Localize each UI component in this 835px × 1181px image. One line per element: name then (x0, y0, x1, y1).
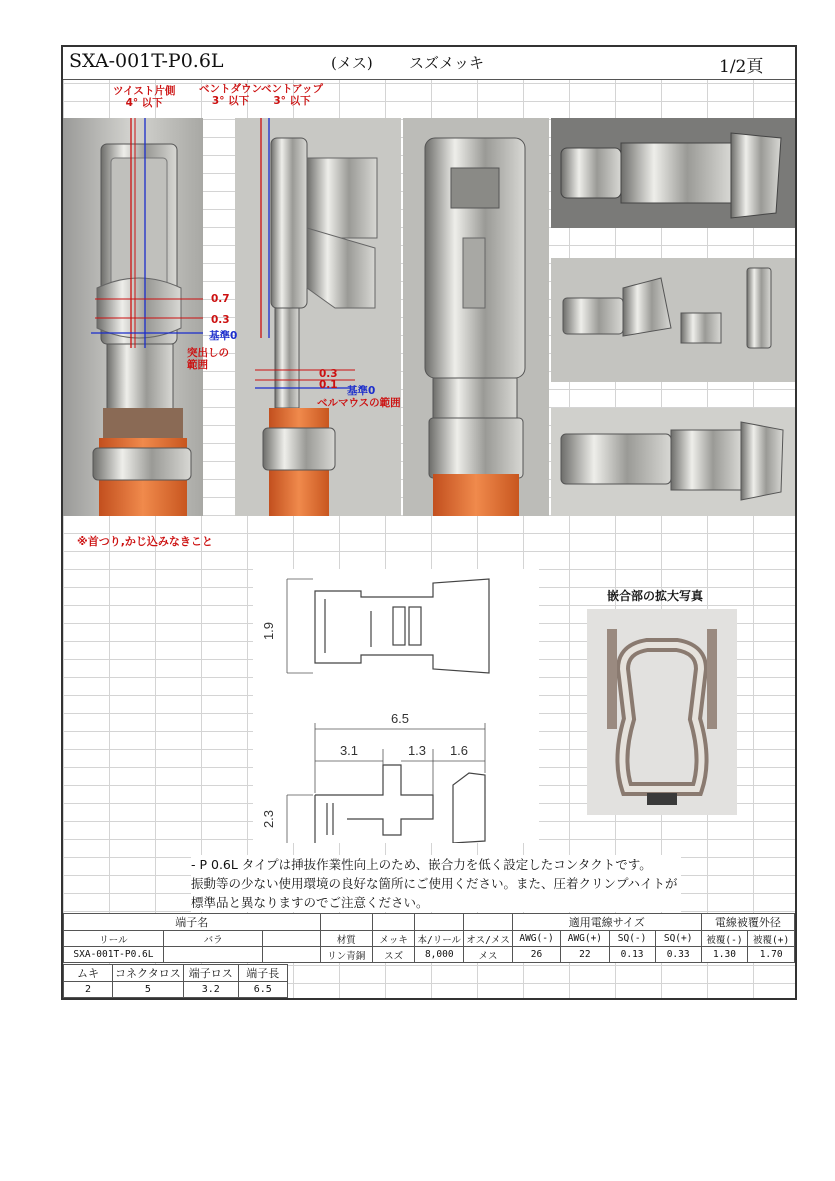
value-gender: メス (464, 947, 513, 963)
strip-value-row (64, 982, 288, 998)
dim-01-label: 0.1 (319, 379, 338, 391)
header-sq-max: SQ(+) (655, 931, 701, 947)
bend-down-value: 3° 以下 (211, 95, 250, 107)
terminal-bottom-photo (403, 118, 549, 516)
bend-up-label (261, 83, 323, 107)
value-sq-min: 0.13 (609, 947, 655, 963)
dim-length: 6.5 (390, 711, 410, 726)
header-ins-min: 被覆(-) (701, 931, 748, 947)
top-view-outline (315, 579, 489, 673)
header-empty (263, 931, 320, 947)
header-awg-max: AWG(+) (561, 931, 609, 947)
note-line-1: - P 0.6L タイプは挿抜作業性向上のため、嵌合力を低く設定したコンタクトです。 (191, 857, 652, 872)
dim-height-top: 1.9 (261, 621, 276, 641)
group-wire-size: 適用電線サイズ (512, 914, 701, 931)
terminal-side-photo (235, 118, 401, 516)
header-material: 材質 (320, 931, 372, 947)
dim-b: 1.3 (407, 743, 427, 758)
title-bar (63, 47, 795, 80)
header-connector-loss: コネクタロス (113, 965, 184, 982)
spec-sheet (61, 45, 797, 1000)
twist-label (113, 85, 175, 109)
note-line-2: 振動等の少ない使用環境の良好な箇所にご使用ください。また、圧着クリンプハイトが (191, 876, 678, 891)
spec-value-row (64, 947, 795, 963)
value-connector-loss: 5 (113, 982, 184, 998)
part-number-title: SXA-001T-P0.6L (69, 50, 224, 72)
header-gender: オス/メス (464, 931, 513, 947)
spacer-3 (415, 914, 464, 931)
group-terminal-name: 端子名 (64, 914, 321, 931)
kijun-a-label: 基準0 (209, 330, 238, 342)
value-reel: SXA-001T-P0.6L (64, 947, 164, 963)
photo-iso-view (551, 258, 797, 382)
protrusion-text: 突出しの (187, 347, 229, 359)
page-number: 1/2頁 (719, 57, 764, 77)
value-terminal-length: 6.5 (238, 982, 287, 998)
value-awg-max: 22 (561, 947, 609, 963)
spec-header-row (64, 931, 795, 947)
technical-drawing (253, 569, 539, 843)
dim-03b-label: 0.3 (319, 368, 338, 380)
kijun-b-label: 基準0 (347, 385, 376, 397)
twist-label-value: 4° 以下 (125, 97, 163, 109)
gender-label: (メス) (331, 54, 373, 72)
zoom-photo (587, 609, 737, 815)
strip-header-row (64, 965, 288, 982)
dim-a: 3.1 (339, 743, 359, 758)
header-plating: メッキ (372, 931, 414, 947)
dim-03a-label: 0.3 (211, 314, 230, 326)
zoom-photo-title: 嵌合部の拡大写真 (607, 589, 704, 603)
value-bara (163, 947, 263, 963)
value-terminal-loss: 3.2 (183, 982, 238, 998)
photo-bottom-view (403, 118, 549, 516)
photo-side-view (551, 408, 797, 516)
value-sq-max: 0.33 (655, 947, 701, 963)
bellmouth-label: ベルマウスの範囲 (317, 397, 401, 409)
strip-table (63, 964, 288, 998)
header-ins-max: 被覆(+) (748, 931, 795, 947)
terminal-top-photo (63, 118, 203, 516)
spacer-4 (464, 914, 513, 931)
value-per-reel: 8,000 (415, 947, 464, 963)
bend-up-value: 3° 以下 (273, 95, 311, 107)
plating-label: スズメッキ (409, 54, 485, 72)
protrusion-label (187, 347, 229, 371)
terminal-side2-photo (551, 408, 797, 516)
value-strip: 2 (64, 982, 113, 998)
bend-down-text: ベントダウン (199, 83, 262, 95)
header-awg-min: AWG(-) (512, 931, 560, 947)
header-per-reel: 本/リール (415, 931, 464, 947)
photo-twist-view (63, 118, 203, 516)
value-empty (263, 947, 320, 963)
spacer-2 (372, 914, 414, 931)
value-awg-min: 26 (512, 947, 560, 963)
dim-07-label: 0.7 (211, 293, 230, 305)
twist-label-text: ツイスト片側 (113, 85, 176, 97)
side-view-outline (315, 765, 485, 843)
zoom-photo-svg (587, 609, 737, 815)
spec-table (63, 913, 795, 963)
bend-down-label (199, 83, 262, 107)
note-line-3: 標準品と異なりますのでご注意ください。 (191, 895, 429, 910)
photo-bend-view (235, 118, 401, 516)
spec-group-row (64, 914, 795, 931)
header-reel: リール (64, 931, 164, 947)
photo-plan-view (551, 118, 797, 228)
dim-c: 1.6 (449, 743, 469, 758)
spacer-1 (320, 914, 372, 931)
terminal-iso-photo (551, 258, 797, 382)
header-bara: バラ (163, 931, 263, 947)
value-material: リン青銅 (320, 947, 372, 963)
value-ins-max: 1.70 (748, 947, 795, 963)
header-terminal-length: 端子長 (238, 965, 287, 982)
header-strip: ムキ (64, 965, 113, 982)
dim-height-side: 2.3 (261, 809, 276, 829)
value-ins-min: 1.30 (701, 947, 748, 963)
group-insulation: 電線被覆外径 (701, 914, 794, 931)
protrusion-text2: 範囲 (187, 359, 208, 371)
drawing-svg (253, 569, 539, 843)
notice-text: ※首つり,かじ込みなきこと (77, 535, 213, 548)
header-sq-min: SQ(-) (609, 931, 655, 947)
value-plating: スズ (372, 947, 414, 963)
terminal-plan-photo (551, 118, 797, 228)
header-terminal-loss: 端子ロス (183, 965, 238, 982)
bend-up-text: ベントアップ (261, 83, 323, 95)
note-box (191, 855, 681, 912)
